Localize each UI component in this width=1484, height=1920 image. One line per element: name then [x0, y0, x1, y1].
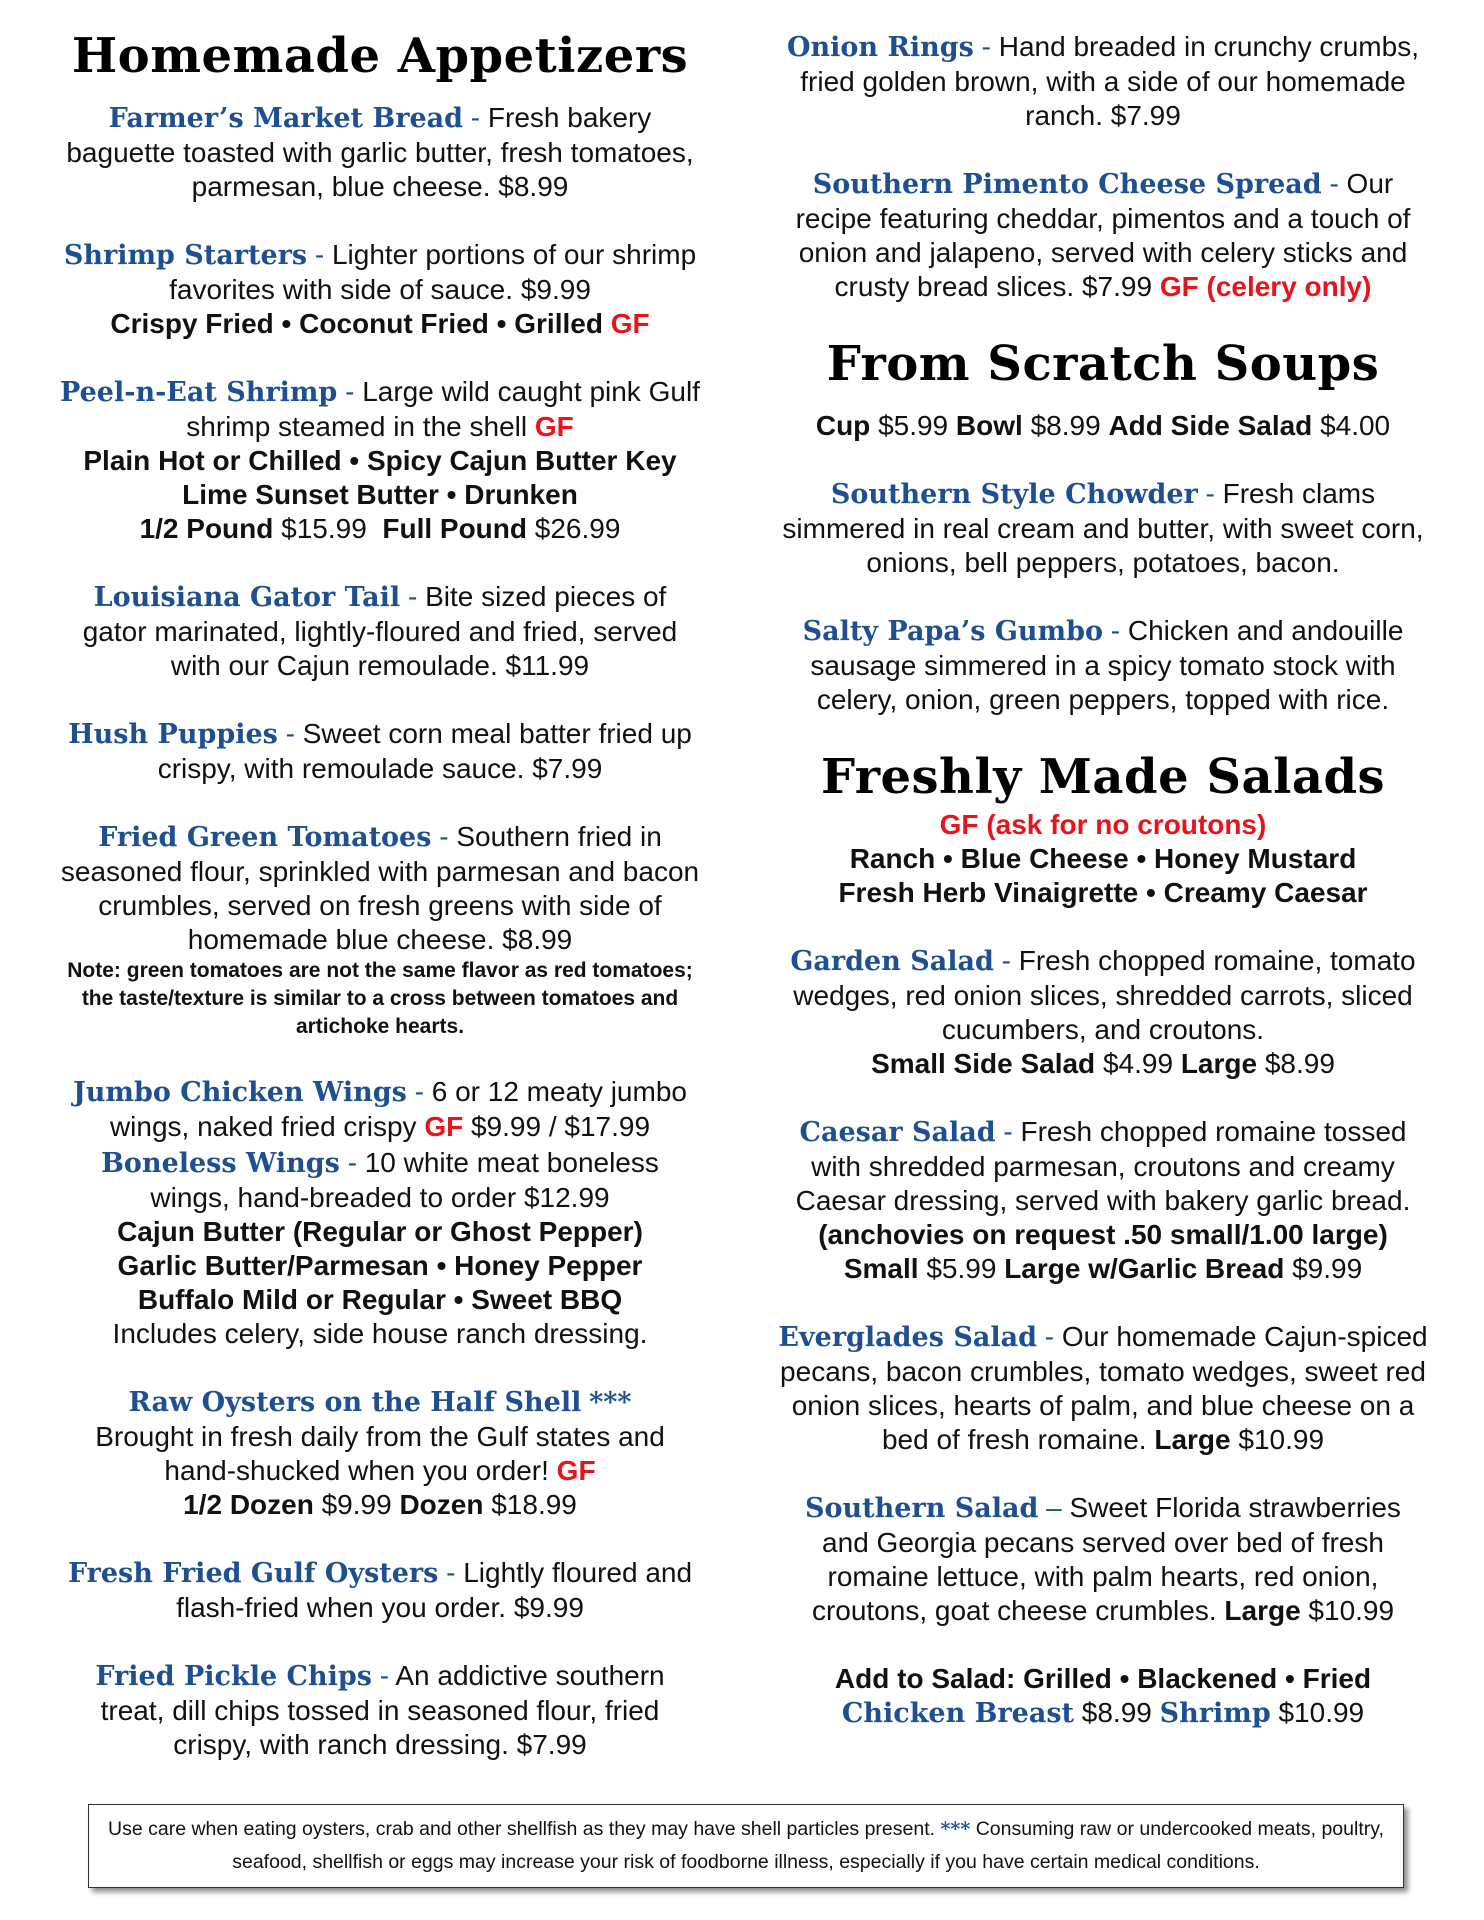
item-desc: Hand breaded in crunchy crumbs, fried golden brown, with a side of our homemade ranch. $7.99 — [800, 31, 1419, 131]
menu-item-pickle-chips: Fried Pickle Chips - An addictive southern treat, dill chips tossed in seasoned flour, fried crispy, with ranch dressing. $7.99 — [95, 1659, 665, 1760]
full-price: $18.99 — [491, 1488, 577, 1520]
item-name: Salty Papa’s Gumbo — [802, 615, 1103, 647]
item-name: Fresh Fried Gulf Oysters — [67, 1557, 439, 1589]
item-desc: Large wild caught pink Gulf shrimp steamed in the shell — [186, 375, 700, 442]
chicken-label: Chicken Breast — [841, 1697, 1074, 1729]
gf-badge: GF (celery only) — [1159, 271, 1372, 302]
item-name: Jumbo Chicken Wings — [73, 1076, 407, 1108]
item-includes: Includes celery, side house ranch dressing. — [112, 1317, 648, 1349]
gf-badge: GF — [534, 410, 574, 442]
menu-item-hush-puppies: Hush Puppies - Sweet corn meal batter fried up crispy, with remoulade sauce. $7.99 — [68, 717, 692, 784]
item-desc: Fresh chopped romaine tossed with shredded parmesan, croutons and creamy Caesar dressing, served with bakery garlic bread. — [795, 1115, 1411, 1216]
half-price: $9.99 — [321, 1488, 392, 1520]
item-desc: Fresh chopped romaine, tomato wedges, red onion slices, shredded carrots, sliced cucumbers, and croutons. — [793, 944, 1416, 1045]
sauce-options: Garlic Butter/Parmesan • Honey Pepper — [117, 1249, 643, 1281]
full-label: Dozen — [399, 1488, 484, 1520]
menu-item-farmers-bread: Farmer’s Market Bread - Fresh bakery baguette toasted with garlic butter, fresh tomatoes, parmesan, blue cheese. $8.99 — [66, 101, 694, 202]
bowl-label: Bowl — [955, 409, 1023, 441]
item-options: Plain Hot or Chilled • Spicy Cajun Butter Key Lime Sunset Butter • Drunken — [83, 444, 677, 510]
item-desc: Brought in fresh daily from the Gulf states and hand-shucked when you order! — [95, 1420, 665, 1486]
large-price: $8.99 — [1264, 1047, 1335, 1079]
item-desc: Chicken and andouille sausage simmered in a spicy tomato stock with celery, onion, green peppers, topped with rice. — [810, 614, 1404, 715]
add-to-salad — [778, 1662, 1428, 1731]
item-name: Everglades Salad — [778, 1321, 1037, 1353]
shrimp-price: $10.99 — [1278, 1696, 1365, 1728]
item-options: Crispy Fried • Coconut Fried • Grilled — [110, 307, 603, 339]
item-name: Caesar Salad — [799, 1116, 996, 1148]
small-price: $4.99 — [1102, 1047, 1174, 1079]
gf-badge: GF — [610, 307, 650, 339]
appetizers-title: Homemade Appetizers — [71, 28, 689, 84]
item-name: Onion Rings — [787, 32, 974, 63]
large-price: $10.99 — [1308, 1594, 1395, 1626]
item-name: Hush Puppies — [68, 718, 278, 750]
item-name: Garden Salad — [790, 945, 994, 977]
large-label: Large — [1180, 1047, 1258, 1079]
side-salad-price: $4.00 — [1320, 409, 1391, 441]
item-name: Fried Pickle Chips — [95, 1660, 372, 1692]
salads-title: Freshly Made Salads — [820, 748, 1386, 805]
dressing-options: Ranch • Blue Cheese • Honey Mustard — [849, 842, 1357, 874]
menu-item-southern-salad: Southern Salad – Sweet Florida strawberries and Georgia pecans served over bed of fresh romaine lettuce, with palm hearts, red onion, croutons, goat cheese crumbles. Large $10.99 — [805, 1491, 1401, 1626]
bowl-price: $8.99 — [1030, 409, 1101, 441]
menu-item-jumbo-wings: Jumbo Chicken Wings - 6 or 12 meaty jumbo wings, naked fried crispy GF $9.99 / $17.99 — [73, 1075, 687, 1142]
item-desc: Southern fried in seasoned flour, sprinkled with parmesan and bacon crumbles, served on fresh greens with side of homemade blue cheese. $8.99 — [60, 820, 700, 955]
item-desc: Bite sized pieces of gator marinated, lightly-floured and fried, served with our Cajun remoulade. $11.99 — [82, 580, 678, 681]
dressing-options: Fresh Herb Vinaigrette • Creamy Caesar — [838, 876, 1368, 908]
item-desc: 10 white meat boneless wings, hand-breaded to order $12.99 — [150, 1146, 659, 1213]
menu-item-everglades-salad: Everglades Salad - Our homemade Cajun-spiced pecans, bacon crumbles, tomato wedges, sweet red onion slices, hearts of palm, and blue cheese on a bed of fresh romaine. Large $10.99 — [778, 1320, 1428, 1455]
item-name: Southern Style Chowder — [830, 478, 1198, 510]
item-name: Farmer’s Market Bread — [108, 102, 464, 134]
large-price: $10.99 — [1238, 1423, 1325, 1455]
add-to-salad-label: Add to Salad: Grilled • Blackened • Fried — [834, 1662, 1372, 1694]
menu-item-peel-n-eat: Peel-n-Eat Shrimp - Large wild caught pink Gulf shrimp steamed in the shell GF Plain Hot or Chilled • Spicy Cajun Butter Key Lime Sunset Butter • Drunken 1/2 Pound $15.99 Full Pound $26.99 — [60, 375, 700, 544]
item-name: Raw Oysters on the Half Shell — [128, 1386, 582, 1418]
item-desc: Sweet Florida strawberries and Georgia pecans served over bed of fresh romaine lettuce, with palm hearts, red onion, croutons, goat cheese crumbles. — [811, 1491, 1401, 1626]
side-salad-label: Add Side Salad — [1108, 409, 1313, 441]
disclaimer-text-2: Consuming raw or undercooked meats, poultry, seafood, shellfish or eggs may increase your risk of foodborne illness, especially if you have certain medical conditions. — [232, 1818, 1384, 1873]
menu-item-gator-tail: Louisiana Gator Tail - Bite sized pieces of gator marinated, lightly-floured and fried, served with our Cajun remoulade. $11.99 — [82, 580, 678, 681]
soup-sizes — [778, 409, 1428, 443]
menu-item-raw-oysters — [60, 1385, 700, 1522]
shrimp-label: Shrimp — [1159, 1697, 1271, 1729]
item-name: Boneless Wings — [101, 1147, 340, 1179]
item-name: Southern Pimento Cheese Spread — [812, 169, 1322, 200]
menu-item-gumbo: Salty Papa’s Gumbo - Chicken and andouille sausage simmered in a spicy tomato stock with celery, onion, green peppers, topped with rice. — [802, 614, 1404, 715]
menu-item-caesar-salad: Caesar Salad - Fresh chopped romaine tossed with shredded parmesan, croutons and creamy Caesar dressing, served with bakery garlic bread. (anchovies on request .50 small/1.00 large) Small $5.99 Large w/Garlic Bread $9.99 — [778, 1115, 1428, 1286]
gf-badge: GF — [556, 1454, 596, 1486]
food-safety-disclaimer — [88, 1804, 1404, 1888]
item-name: Fried Green Tomatoes — [98, 821, 432, 853]
sauce-options: Cajun Butter (Regular or Ghost Pepper) — [117, 1215, 643, 1247]
item-desc: An addictive southern treat, dill chips tossed in seasoned flour, fried crispy, with ranch dressing. $7.99 — [100, 1659, 665, 1760]
disclaimer-text-1: Use care when eating oysters, crab and other shellfish as they may have shell particles present. — [108, 1818, 936, 1840]
soups-title: From Scratch Soups — [826, 336, 1380, 392]
half-label: 1/2 Dozen — [183, 1488, 314, 1520]
large-label: Large — [1224, 1594, 1301, 1626]
full-label: Full Pound — [382, 512, 527, 544]
sauce-options: Buffalo Mild or Regular • Sweet BBQ — [137, 1283, 623, 1315]
anchovies-note: (anchovies on request .50 small/1.00 large) — [818, 1218, 1388, 1250]
menu-item-green-tomatoes: Fried Green Tomatoes - Southern fried in seasoned flour, sprinkled with parmesan and bacon crumbles, served on fresh greens with side of homemade blue cheese. $8.99 Note: green tomatoes are not the same flavor as red tomatoes; the taste/texture is similar to a cross between tomatoes and artichoke hearts. — [60, 820, 700, 1041]
item-price: $9.99 / $17.99 — [470, 1110, 651, 1142]
large-label: Large w/Garlic Bread — [1004, 1252, 1285, 1284]
gf-note: GF (ask for no croutons) — [939, 808, 1267, 840]
cup-label: Cup — [815, 409, 871, 441]
salad-dressings — [778, 808, 1428, 910]
large-label: Large — [1154, 1423, 1231, 1455]
item-desc: Lighter portions of our shrimp favorites with side of sauce. $9.99 — [169, 238, 697, 305]
left-column — [60, 30, 700, 1796]
large-price: $9.99 — [1292, 1252, 1363, 1284]
small-label: Small Side Salad — [871, 1047, 1096, 1079]
menu-item-chowder: Southern Style Chowder - Fresh clams simmered in real cream and butter, with sweet corn, onions, bell peppers, potatoes, bacon. — [782, 477, 1424, 578]
item-name: Louisiana Gator Tail — [93, 581, 401, 613]
half-price: $15.99 — [281, 512, 367, 544]
small-price: $5.99 — [926, 1252, 997, 1284]
menu-item-onion-rings: Onion Rings - Hand breaded in crunchy crumbs, fried golden brown, with a side of our homemade ranch. $7.99 — [787, 31, 1419, 131]
item-name: Shrimp Starters — [63, 239, 308, 271]
menu-item-shrimp-starters: Shrimp Starters - Lighter portions of our shrimp favorites with side of sauce. $9.99 Crispy Fried • Coconut Fried • Grilled GF — [63, 238, 697, 339]
menu-item-garden-salad: Garden Salad - Fresh chopped romaine, tomato wedges, red onion slices, shredded carrots, sliced cucumbers, and croutons. Small Side Salad $4.99 Large $8.99 — [790, 944, 1416, 1079]
full-price: $26.99 — [534, 512, 621, 544]
item-name: Southern Salad — [805, 1492, 1039, 1524]
half-label: 1/2 Pound — [139, 512, 274, 544]
chicken-price: $8.99 — [1081, 1696, 1152, 1728]
gf-badge: GF — [424, 1110, 464, 1142]
item-desc: 6 or 12 meaty jumbo wings, naked fried crispy — [109, 1075, 687, 1142]
menu-item-pimento-cheese: Southern Pimento Cheese Spread - Our recipe featuring cheddar, pimentos and a touch of onion and jalapeno, served with celery sticks and crusty bread slices. $7.99 GF (celery only) — [795, 168, 1411, 302]
item-desc: Lightly floured and flash-fried when you order. $9.99 — [176, 1556, 693, 1623]
item-desc: Fresh bakery baguette toasted with garlic butter, fresh tomatoes, parmesan, blue cheese. $8.99 — [66, 101, 694, 202]
stars-marker: *** — [589, 1386, 632, 1418]
cup-price: $5.99 — [878, 409, 949, 441]
item-desc: Our recipe featuring cheddar, pimentos and a touch of onion and jalapeno, served with celery sticks and crusty bread slices. $7.99 — [795, 168, 1411, 302]
small-label: Small — [843, 1252, 919, 1284]
item-desc: Fresh clams simmered in real cream and butter, with sweet corn, onions, bell peppers, potatoes, bacon. — [782, 477, 1424, 578]
item-note: Note: green tomatoes are not the same flavor as red tomatoes; the taste/texture is similar to a cross between tomatoes and artichoke hearts. — [67, 958, 693, 1038]
right-column — [778, 30, 1428, 1765]
item-desc: Our homemade Cajun-spiced pecans, bacon crumbles, tomato wedges, sweet red onion slices, hearts of palm, and blue cheese on a bed of fresh romaine. — [780, 1320, 1428, 1455]
item-desc: Sweet corn meal batter fried up crispy, with remoulade sauce. $7.99 — [157, 717, 692, 784]
menu-item-fried-oysters: Fresh Fried Gulf Oysters - Lightly floured and flash-fried when you order. $9.99 — [67, 1556, 693, 1623]
menu-item-boneless-wings: Boneless Wings - 10 white meat boneless wings, hand-breaded to order $12.99 Cajun Butter (Regular or Ghost Pepper) Garlic Butter/Parmesan • Honey Pepper Buffalo Mild or Regular • Sweet BBQ Includes celery, side house ranch dressing. — [60, 1146, 700, 1351]
item-name: Peel-n-Eat Shrimp — [60, 376, 338, 408]
disclaimer-stars: *** — [940, 1818, 971, 1840]
